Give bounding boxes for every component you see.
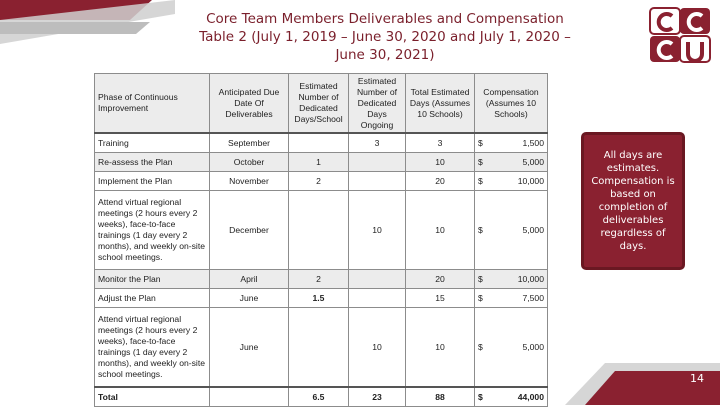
cell-currency: $ — [475, 308, 493, 388]
cell-ongoing: 23 — [349, 387, 406, 407]
table-row — [95, 270, 548, 289]
cell-currency: $ — [475, 270, 493, 289]
header-dedicated-days: Estimated Number of Dedicated Days/School — [289, 74, 349, 134]
cell-dedicated — [289, 308, 349, 388]
header-phase: Phase of Continuous Improvement — [95, 74, 210, 134]
cell-currency: $ — [475, 172, 493, 191]
cell-compensation: 5,000 — [493, 153, 548, 172]
top-left-decoration — [0, 0, 175, 44]
cell-currency: $ — [475, 153, 493, 172]
cell-compensation: 5,000 — [493, 191, 548, 270]
cell-compensation: 44,000 — [493, 387, 548, 407]
cell-currency: $ — [475, 191, 493, 270]
cell-ongoing: 10 — [349, 191, 406, 270]
table-row — [95, 133, 548, 153]
cell-due: October — [210, 153, 289, 172]
cell-total: 20 — [406, 172, 475, 191]
table-row — [95, 172, 548, 191]
cell-due: June — [210, 289, 289, 308]
cciu-logo — [648, 6, 712, 64]
cell-phase: Attend virtual regional meetings (2 hours every 2 weeks), face-to-face trainings (1 day every 2 months), and weekly on-site school meetings. — [95, 308, 210, 388]
cell-ongoing: 3 — [349, 133, 406, 153]
cell-total: 15 — [406, 289, 475, 308]
header-ongoing-days: Estimated Number of Dedicated Days Ongoing — [349, 74, 406, 134]
cell-total: 10 — [406, 153, 475, 172]
cell-ongoing — [349, 289, 406, 308]
cell-total: 10 — [406, 191, 475, 270]
cell-compensation: 7,500 — [493, 289, 548, 308]
cell-due — [210, 387, 289, 407]
cell-phase: Training — [95, 133, 210, 153]
cell-dedicated: 6.5 — [289, 387, 349, 407]
page-number: 14 — [690, 372, 704, 385]
cell-due: November — [210, 172, 289, 191]
cell-compensation: 10,000 — [493, 172, 548, 191]
cell-ongoing — [349, 153, 406, 172]
cell-phase: Monitor the Plan — [95, 270, 210, 289]
cell-currency: $ — [475, 133, 493, 153]
deliverables-compensation-table — [94, 73, 548, 407]
cell-total: 88 — [406, 387, 475, 407]
callout-note: All days are estimates. Compensation is based on completion of deliverables regardless of days. — [581, 132, 685, 270]
cell-due: June — [210, 308, 289, 388]
table-row — [95, 153, 548, 172]
cell-dedicated — [289, 133, 349, 153]
table-row — [95, 289, 548, 308]
table-row — [95, 191, 548, 270]
table-total-row — [95, 387, 548, 407]
cell-dedicated: 1 — [289, 153, 349, 172]
cell-compensation: 5,000 — [493, 308, 548, 388]
cell-due: September — [210, 133, 289, 153]
cell-dedicated: 1.5 — [289, 289, 349, 308]
cell-currency: $ — [475, 387, 493, 407]
table-header-row — [95, 74, 548, 134]
table-row — [95, 308, 548, 388]
cell-compensation: 10,000 — [493, 270, 548, 289]
cell-phase: Re-assess the Plan — [95, 153, 210, 172]
cell-total: 10 — [406, 308, 475, 388]
cell-dedicated: 2 — [289, 270, 349, 289]
cell-ongoing: 10 — [349, 308, 406, 388]
cell-due: December — [210, 191, 289, 270]
cell-compensation: 1,500 — [493, 133, 548, 153]
cell-phase: Total — [95, 387, 210, 407]
cell-dedicated: 2 — [289, 172, 349, 191]
cell-phase: Attend virtual regional meetings (2 hours every 2 weeks), face-to-face trainings (1 day every 2 months), and weekly on-site school meetings. — [95, 191, 210, 270]
cell-currency: $ — [475, 289, 493, 308]
cell-total: 3 — [406, 133, 475, 153]
cell-dedicated — [289, 191, 349, 270]
header-total-days: Total Estimated Days (Assumes 10 Schools) — [406, 74, 475, 134]
cell-ongoing — [349, 270, 406, 289]
header-due-date: Anticipated Due Date Of Deliverables — [210, 74, 289, 134]
cell-total: 20 — [406, 270, 475, 289]
header-compensation: Compensation (Assumes 10 Schools) — [475, 74, 548, 134]
cell-phase: Implement the Plan — [95, 172, 210, 191]
slide-title: Core Team Members Deliverables and Compensation Table 2 (July 1, 2019 – June 30, 2020 and July 1, 2020 – June 30, 2021) — [199, 11, 571, 63]
cell-due: April — [210, 270, 289, 289]
cell-phase: Adjust the Plan — [95, 289, 210, 308]
cell-ongoing — [349, 172, 406, 191]
